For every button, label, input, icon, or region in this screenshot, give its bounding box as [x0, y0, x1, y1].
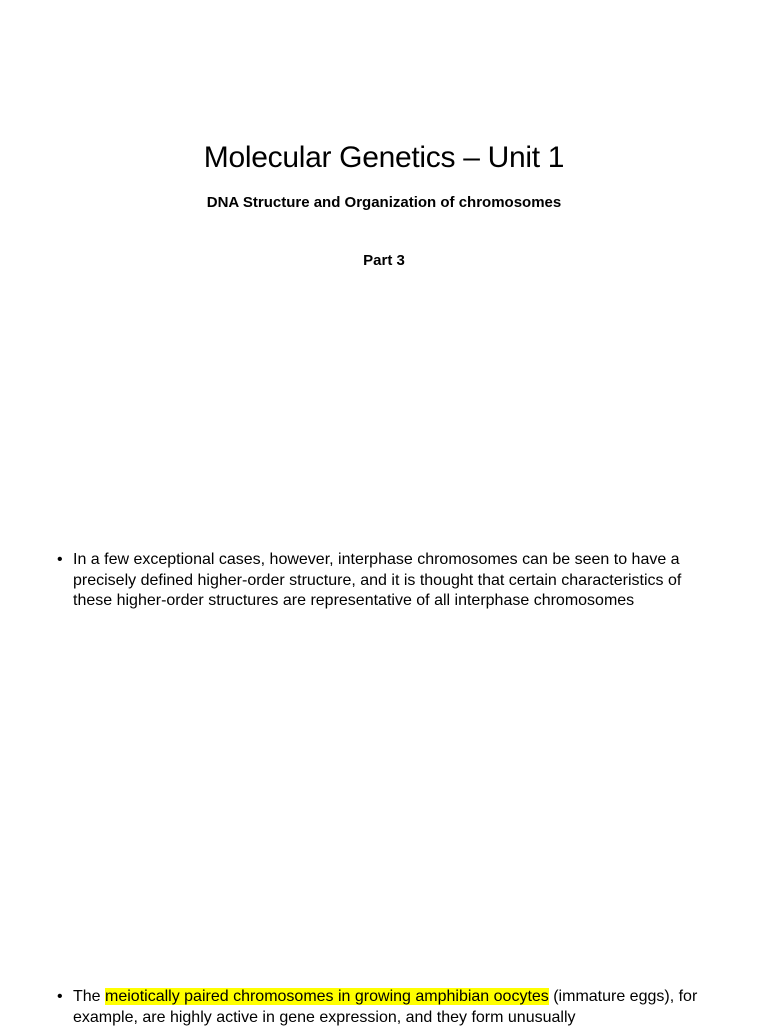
text-after-highlight: (immature eggs), for example, are highly active in gene expression, and they form unusually [73, 988, 698, 1026]
highlighted-text: meiotically paired chromosomes in growing amphibian oocytes [105, 988, 549, 1005]
part-label: Part 3 [363, 252, 405, 269]
slide-subtitle: DNA Structure and Organization of chromosomes [206, 194, 562, 211]
bullet-marker: • [57, 988, 63, 1005]
bullet-text [73, 987, 707, 1028]
text-before-highlight: The [73, 988, 106, 1005]
bullet-item [57, 550, 707, 612]
slide-title: Molecular Genetics – Unit 1 [203, 141, 565, 174]
bullet-item [57, 987, 707, 1028]
bullet-text: In a few exceptional cases, however, interphase chromosomes can be seen to have a precisely defined higher-order structure, and it is thought that certain characteristics of these higher-order structures are representative of all interphase chromosomes [73, 551, 682, 609]
bullet-marker: • [57, 551, 63, 568]
